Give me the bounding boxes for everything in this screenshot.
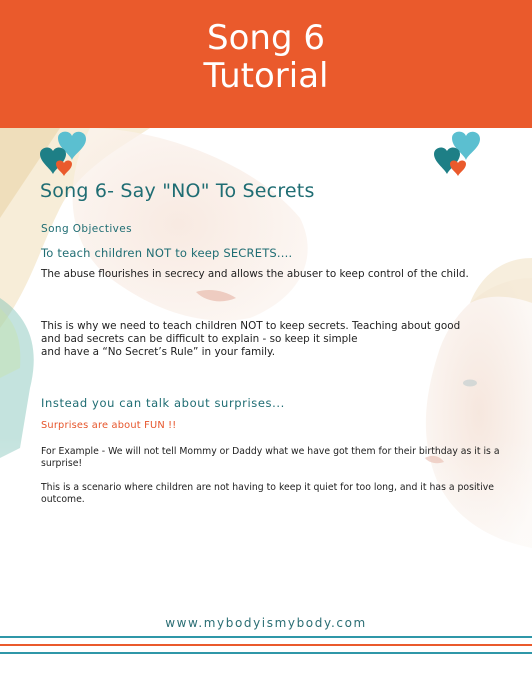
surprises-heading: Instead you can talk about surprises...	[41, 396, 285, 410]
divider-stripe	[0, 652, 532, 654]
page-title-line2: Tutorial	[203, 56, 329, 96]
paragraph-line: and have a “No Secret’s Rule” in your family.	[41, 346, 276, 358]
divider-stripe	[0, 644, 532, 646]
paragraph-secrets	[41, 320, 511, 359]
hearts-logo-icon	[430, 130, 486, 182]
objectives-label: Song Objectives	[41, 223, 133, 235]
page-title-line1: Song 6	[207, 18, 325, 58]
website-link[interactable]: www.mybodyismybody.com	[165, 616, 367, 630]
header-banner	[0, 0, 532, 128]
divider-stripe	[0, 636, 532, 638]
paragraph-line: and bad secrets can be difficult to explain - so keep it simple	[41, 333, 358, 345]
objective-text: To teach children NOT to keep SECRETS....	[41, 246, 293, 260]
paragraph-abuse: The abuse flourishes in secrecy and allows the abuser to keep control of the child.	[41, 268, 469, 280]
scenario-text: This is a scenario where children are not having to keep it quiet for too long, and it has a positive outcome.	[41, 482, 495, 505]
paragraph-line: This is why we need to teach children NOT to keep secrets. Teaching about good	[41, 320, 461, 332]
song-heading: Song 6- Say "NO" To Secrets	[40, 180, 315, 202]
example-text: For Example - We will not tell Mommy or Daddy what we have got them for their birthday as it is a surprise!	[41, 446, 500, 469]
fun-label: Surprises are about FUN !!	[41, 420, 177, 431]
hearts-logo-icon	[36, 130, 92, 182]
